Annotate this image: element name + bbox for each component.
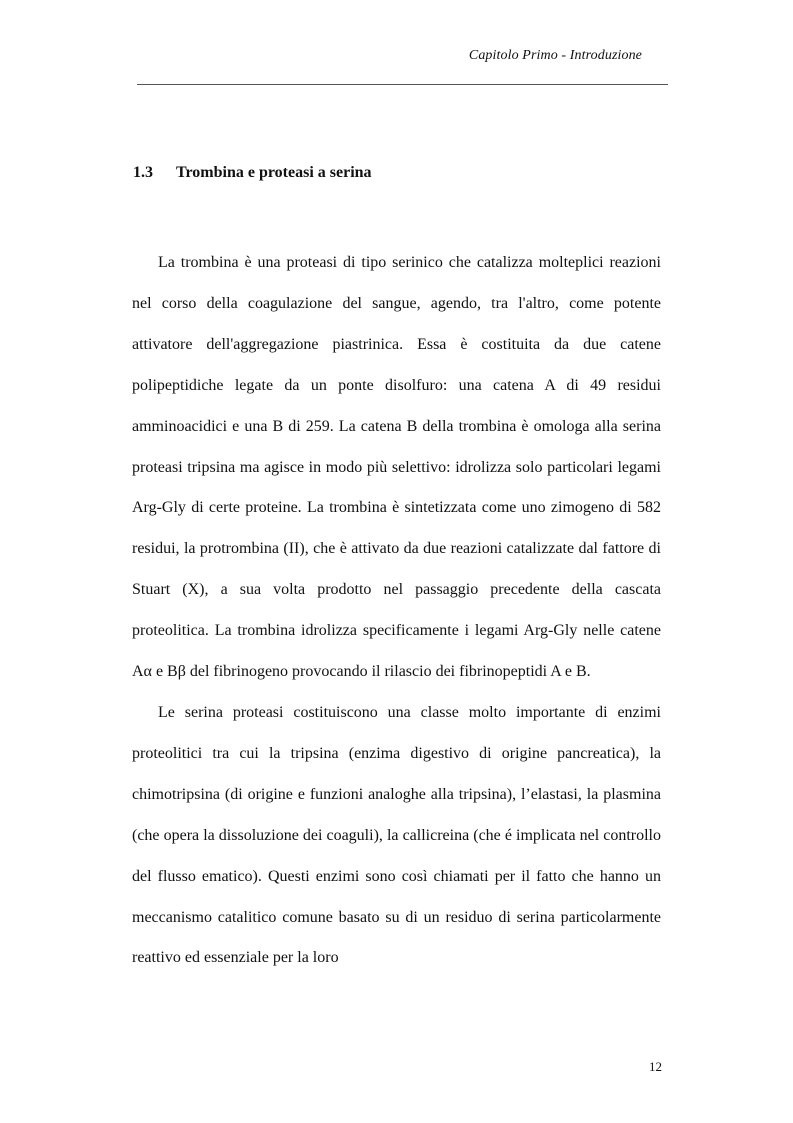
paragraph-1: La trombina è una proteasi di tipo serinico che catalizza molteplici reazioni nel corso della coagulazione del sangue, agendo, tra l'altro, come potente attivatore dell'aggregazione piastrinica. Essa è costituita da due catene polipeptidiche legate da un ponte disolfuro: una catena A di 49 residui amminoacidici e una B di 259. La catena B della trombina è omologa alla serina proteasi tripsina ma agisce in modo più selettivo: idrolizza solo particolari legami Arg-Gly di certe proteine. La trombina è sintetizzata come uno zimogeno di 582 residui, la protrombina (II), che è attivato da due reazioni catalizzate dal fattore di Stuart (X), a sua volta prodotto nel passaggio precedente della cascata proteolitica. La trombina idrolizza specificamente i legami Arg-Gly nelle catene Aα e Bβ del fibrinogeno provocando il rilascio dei fibrinopeptidi A e B.	[132, 254, 661, 681]
section-title: Trombina e proteasi a serina	[176, 164, 372, 181]
header-divider	[137, 84, 668, 85]
section-number: 1.3	[133, 164, 153, 181]
paragraph-2: Le serina proteasi costituiscono una classe molto importante di enzimi proteolitici tra cui la tripsina (enzima digestivo di origine pancreatica), la chimotripsina (di origine e funzioni analoghe alla tripsina), l’elastasi, la plasmina (che opera la dissoluzione dei coaguli), la callicreina (che é implicata nel controllo del flusso ematico). Questi enzimi sono così chiamati per il fatto che hanno un meccanismo catalitico comune basato su di un residuo di serina particolarmente reattivo ed essenziale per la loro	[132, 703, 661, 967]
running-header: Capitolo Primo - Introduzione	[468, 48, 642, 63]
body-text	[132, 243, 661, 979]
section-heading	[133, 164, 372, 182]
page-number: 12	[649, 1059, 662, 1074]
